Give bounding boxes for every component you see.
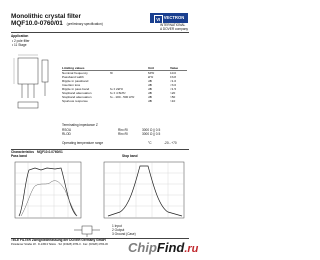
pin-label-1: 1 Input: [112, 224, 122, 228]
termination-name: RSOU: [62, 128, 72, 132]
bullet-item-1: • 2 pole filter: [12, 39, 30, 43]
preliminary-note: (preliminary specification): [66, 22, 103, 26]
header-rule: [11, 32, 189, 33]
spec-param: Spurious response: [62, 99, 88, 103]
temperature-label: Operating temperature range: [62, 141, 104, 145]
stopband-chart: [100, 160, 188, 222]
termination-row: [62, 133, 71, 137]
passband-chart: [11, 160, 85, 222]
spec-param: Stopband attenuation: [62, 95, 92, 99]
passband-curve: [19, 168, 77, 216]
brand-logo: [150, 13, 188, 23]
termination-value: 3000 Ω || 0.5: [142, 132, 161, 136]
bullet-text-1: 2 pole filter: [14, 39, 30, 43]
footer-company: TELE FILTER Zweigniederlassung der DOVER Germany GmbH: [11, 238, 106, 242]
stopband-grid: [104, 162, 184, 218]
temperature-value: -20...+70: [164, 141, 177, 145]
brand-tagline: A DOVER company: [160, 27, 188, 31]
spec-value: <1.0: [170, 79, 177, 83]
group-delay-curve: [21, 181, 77, 216]
stopband-curve: [108, 166, 182, 216]
characteristics-title: Characteristics: [11, 150, 35, 154]
application-label: Application: [11, 34, 29, 38]
passband-label: Pass band: [11, 154, 27, 158]
pinout-schematic: [72, 224, 102, 238]
footer-address: Potsdamer Straße 18 · D-14513 Teltow · Tel: (03328) 4784-0 · Fax: (03328) 4784-30: [11, 243, 108, 246]
temperature-unit: °C: [148, 141, 152, 145]
spec-param: Ripple in passband: [62, 79, 89, 83]
spec-param: Insertion loss: [62, 83, 81, 87]
spec-condition: f0: [110, 71, 113, 75]
characteristics-part: MQF10.0-0760/01: [36, 150, 63, 154]
col-unit: Unit: [148, 66, 155, 70]
bullet-item-2: • 11 Stage: [12, 43, 27, 47]
spec-value: ±3.8: [170, 75, 176, 79]
part-number-text: MQF10.0-0760/01: [11, 20, 63, 27]
spec-param: Stopband attenuation: [62, 91, 92, 95]
pin-label-3: 3 Ground (Case): [112, 232, 136, 236]
stopband-frame: [104, 162, 184, 218]
watermark-ru: .ru: [184, 243, 199, 255]
spec-row: [62, 99, 187, 103]
spec-value: >20: [170, 91, 176, 95]
watermark-chip: Chip: [128, 240, 157, 255]
spec-param: Ripple in pass band: [62, 87, 90, 91]
col-value: Value: [170, 66, 179, 70]
spec-unit: dB: [148, 99, 152, 103]
col-parameter: Limiting values: [62, 66, 85, 70]
bullet-text-2: 11 Stage: [14, 43, 27, 47]
spec-value: >50: [170, 95, 176, 99]
spec-rows: [62, 71, 187, 103]
brand-name: VECTRON: [163, 15, 185, 20]
spec-table: [62, 66, 187, 103]
termination-name: RLOD: [62, 132, 71, 136]
spec-param: Nominal frequency: [62, 71, 88, 75]
termination-value: 3000 Ω || 0.5: [142, 128, 161, 132]
spec-value: <1.5: [170, 87, 177, 91]
spec-value: >10: [170, 99, 176, 103]
spec-param: Passband width: [62, 75, 84, 79]
termination-label: Terminating impedance Z: [62, 123, 98, 127]
spec-unit: kHz: [148, 75, 154, 79]
spec-condition: fo ± 2kHz: [110, 87, 124, 91]
termination-cond: Rin=Rl: [118, 128, 128, 132]
spec-unit: dB: [148, 95, 152, 99]
spec-unit: dB: [148, 79, 152, 83]
spec-unit: MHz: [148, 71, 155, 75]
spec-condition: fo - 100...500 kHz: [110, 95, 135, 99]
spec-unit: dB: [148, 87, 152, 91]
package-outline-drawing: [12, 52, 54, 112]
watermark-find: Find: [156, 240, 185, 255]
brand-sub: INTERNATIONAL: [160, 23, 186, 27]
spec-unit: dB: [148, 83, 152, 87]
termination-cond: Rin=Rl: [118, 132, 128, 136]
spec-unit: dB: [148, 91, 152, 95]
spec-condition: fo ± 4.5kHz: [110, 91, 126, 95]
vi-logo-mark: VI: [154, 15, 163, 24]
spec-value: <3.0: [170, 83, 177, 87]
chipfind-watermark: [128, 239, 198, 259]
stopband-label: Stop band: [122, 154, 138, 158]
pin-label-2: 2 Output: [112, 228, 125, 232]
page-title: Monolithic crystal filter: [11, 13, 81, 20]
part-number: [11, 20, 103, 27]
spec-value: 10.0: [170, 71, 177, 75]
